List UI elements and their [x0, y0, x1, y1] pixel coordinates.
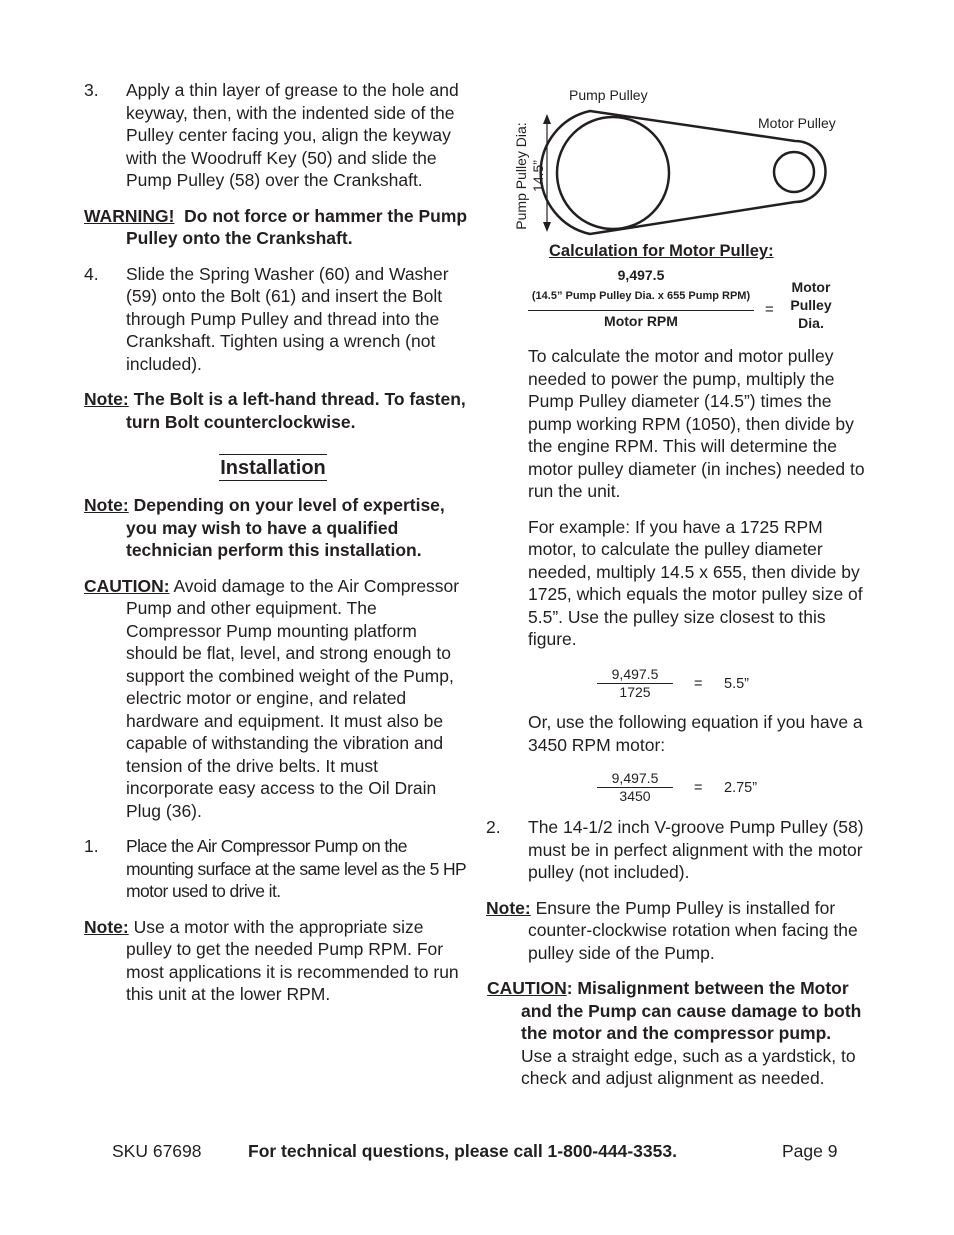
explanation-paragraph: To calculate the motor and motor pulley needed to power the pump, multiply the Pump Pulley diameter (14.5”) times the pump working RPM (1050), then divide by the engine RPM. This will determine the motor pulley diameter (in inches) needed to run the unit.	[528, 346, 865, 501]
caution-label: CAUTION	[487, 978, 567, 998]
warning-text: Do not force or hammer the Pump Pulley onto the Crankshaft.	[126, 205, 468, 248]
alt-equation-paragraph: Or, use the following equation if you have a 3450 RPM motor:	[528, 712, 863, 755]
step-text: Place the Air Compressor Pump on the mounting surface at the same level as the 5 HP motor used to drive it.	[126, 836, 466, 901]
footer-sku: SKU 67698	[112, 1141, 202, 1161]
step-3	[84, 79, 468, 192]
calc-numerator: 9,497.5	[617, 267, 665, 283]
step-2	[486, 816, 870, 884]
installation-heading: Installation	[219, 454, 327, 481]
pump-pulley-label: Pump Pulley	[569, 87, 648, 103]
caution-text: Use a straight edge, such as a yardstick, to check and adjust alignment as needed.	[521, 1045, 856, 1088]
footer-page-number: Page 9	[782, 1141, 838, 1161]
step-text: Apply a thin layer of grease to the hole and keyway, then, with the indented side of the Pulley center facing you, align the keyway with the Woodruff Key (50) and slide the Pump Pulley (58) over the Crankshaft.	[126, 80, 459, 190]
step-text: The 14-1/2 inch V-groove Pump Pulley (58) must be in perfect alignment with the motor pulley (not included).	[528, 817, 864, 882]
step-1	[84, 835, 468, 903]
dia-label-line-2: 14.5”	[530, 160, 546, 192]
note-text: The Bolt is a left-hand thread. To fasten, turn Bolt counterclockwise.	[126, 389, 466, 432]
example-paragraph: For example: If you have a 1725 RPM motor, to calculate the pulley diameter needed, multiply 14.5 x 655, then divide by 1725, which equals the motor pulley size of 5.5”. Use the pulley size closest to this figure.	[528, 516, 863, 649]
note-text: Depending on your level of expertise, you may wish to have a qualified technician perform this installation.	[126, 495, 445, 560]
eq2-result: 2.75”	[724, 780, 758, 796]
dia-label-line-1: Pump Pulley Dia:	[513, 122, 529, 230]
note-technician	[84, 494, 468, 562]
calc-result-line-2: Pulley	[790, 297, 832, 313]
calc-title: Calculation for Motor Pulley:	[549, 242, 774, 260]
note-left-hand-thread	[84, 388, 468, 433]
eq1-equals: =	[694, 676, 703, 692]
step-number: 4.	[84, 263, 99, 284]
step-number: 2.	[486, 817, 501, 837]
caution-text: Avoid damage to the Air Compressor Pump and other equipment. The Compressor Pump mounting platform should be flat, level, and strong enough to support the combined weight of the Pump, electric motor or engine, and related hardware and equipment. It must also be capable of withstanding the vibration and tension of the drive belts. It must incorporate easy access to the Oil Drain Plug (36).	[126, 575, 460, 821]
calc-result-line-1: Motor	[791, 279, 831, 295]
note-label: Note:	[84, 495, 129, 515]
note-label: Note:	[486, 897, 531, 918]
right-column	[486, 345, 870, 651]
equation-1730	[597, 666, 673, 701]
footer-support: For technical questions, please call 1-800-444-3353.	[248, 1141, 677, 1161]
eq2-equals: =	[694, 780, 703, 796]
motor-pulley-label: Motor Pulley	[758, 115, 836, 131]
pulley-diagram	[505, 84, 865, 244]
eq1-result: 5.5”	[724, 676, 749, 692]
warning-note	[84, 205, 468, 250]
note-text: Use a motor with the appropriate size pulley to get the needed Pump RPM. For most applications it is recommended to run this unit at the lower RPM.	[126, 916, 459, 1004]
eq2-denominator: 3450	[597, 787, 673, 805]
calc-fraction-bar	[528, 310, 754, 311]
calc-denominator: Motor RPM	[604, 313, 678, 329]
eq2-numerator: 9,497.5	[611, 770, 659, 786]
step-number: 1.	[84, 836, 99, 856]
note-text: Ensure the Pump Pulley is installed for counter-clockwise rotation when facing the pulley side of the Pump.	[528, 897, 858, 963]
note-rotation	[486, 897, 870, 965]
calc-result-line-3: Dia.	[798, 315, 824, 331]
equation-3450	[597, 770, 673, 805]
calc-equals: =	[765, 301, 774, 318]
step-number: 3.	[84, 80, 99, 100]
caution-bold-text: : Misalignment between the Motor and the Pump can cause damage to both the motor and the compressor pump.	[521, 978, 862, 1043]
calc-result	[780, 278, 842, 332]
left-column	[84, 79, 468, 1006]
step-4	[84, 263, 468, 376]
caution-label: CAUTION:	[84, 575, 170, 596]
note-label: Note:	[84, 389, 129, 409]
note-motor-rpm	[84, 916, 468, 1006]
caution-alignment	[486, 977, 870, 1090]
eq1-numerator: 9,497.5	[611, 666, 659, 682]
eq1-denominator: 1725	[597, 683, 673, 701]
step-text: Slide the Spring Washer (60) and Washer (59) onto the Bolt (61) and insert the Bolt through Pump Pulley and thread into the Crankshaft. Tighten using a wrench (not included).	[126, 263, 449, 374]
pulley-drawing	[505, 84, 865, 244]
note-label: Note:	[84, 916, 129, 937]
calc-numerator-detail: (14.5” Pump Pulley Dia. x 655 Pump RPM)	[531, 290, 751, 302]
right-column-mid	[486, 711, 870, 756]
warning-label: WARNING!	[84, 205, 175, 226]
motor-pulley-circle	[774, 152, 814, 192]
caution-mounting	[84, 575, 468, 823]
pump-pulley-circle	[557, 117, 669, 229]
installation-heading-wrap	[84, 454, 468, 481]
pump-pulley-dia-label	[513, 121, 547, 231]
right-column-bottom	[486, 816, 870, 1090]
